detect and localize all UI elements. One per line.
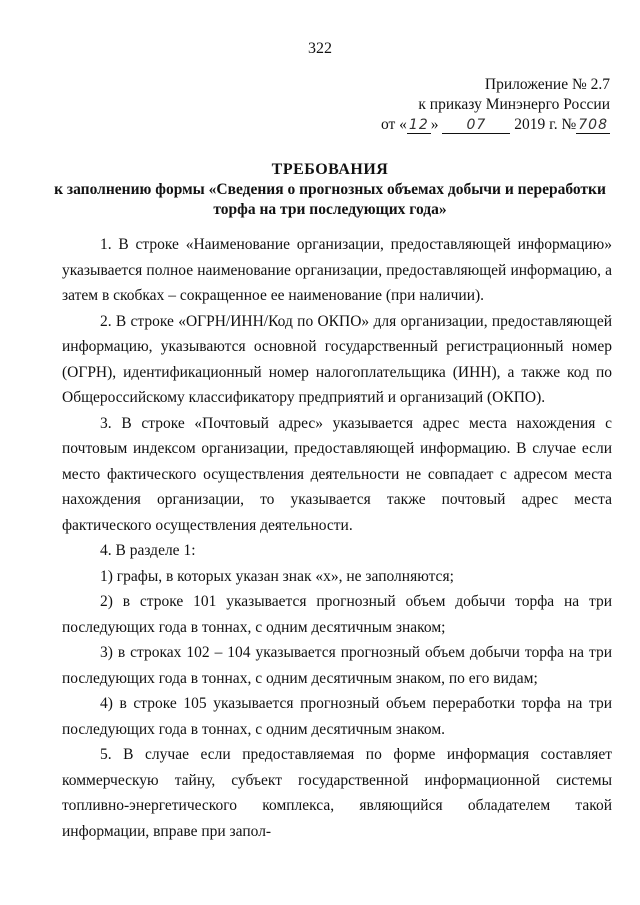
paragraph-4-item-1: 1) графы, в которых указан знак «х», не заполняются; — [100, 567, 454, 585]
paragraph-2: 2. В строке «ОГРН/ИНН/Код по ОКПО» для организации, предоставляющей информацию, указываются основной государственный регистрационный номер (ОГРН), идентификационный номер налогоплательщика (ИНН), а также код по Общероссийскому классификатору предприятий и организаций (ОКПО). — [62, 312, 612, 406]
title-heading: ТРЕБОВАНИЯ — [271, 161, 389, 178]
appendix-order-ref: к приказу Минэнерго России — [418, 96, 610, 113]
title-subtitle-line1: к заполнению формы «Сведения о прогнозных объемах добычи и переработки — [54, 181, 606, 198]
page-number: 322 — [308, 40, 332, 57]
handwritten-order-number: 708 — [578, 117, 608, 133]
paragraph-4-item-2: 2) в строке 101 указывается прогнозный объем добычи торфа на три последующих года в тоннах, с одним десятичным знаком; — [62, 593, 612, 636]
paragraph-4-item-3: 3) в строках 102 – 104 указывается прогнозный объем добычи торфа на три последующих года в тоннах, с одним десятичным знаком, по его видам; — [62, 644, 612, 687]
document-title — [40, 160, 620, 220]
paragraph-5: 5. В случае если предоставляемая по форме информация составляет коммерческую тайну, субъект государственной информационной системы топливно-энергетического комплекса, являющийся обладателем такой информации, вправе при запол- — [62, 746, 612, 840]
paragraph-4: 4. В разделе 1: — [100, 542, 196, 559]
appendix-date-line — [381, 115, 610, 135]
date-prefix: от « — [380, 116, 407, 133]
paragraph-3: 3. В строке «Почтовый адрес» указывается адрес места нахождения с почтовым индексом организации, предоставляющей информацию. В случае если место фактического осуществления деятельности не совпадает с адресом места нахождения организации, то указывается также почтовый адрес места фактического осуществления деятельности. — [62, 414, 612, 534]
title-subtitle-line2: торфа на три последующих года» — [213, 201, 447, 218]
paragraph-4-item-4: 4) в строке 105 указывается прогнозный объем переработки торфа на три последующих года в тоннах, с одним десятичным знаком. — [62, 695, 612, 738]
document-body — [62, 232, 612, 844]
date-year: 2019 г. № — [514, 116, 577, 133]
handwritten-month: 07 — [442, 117, 510, 134]
paragraph-1: 1. В строке «Наименование организации, предоставляющей информацию» указывается полное наименование организации, предоставляющей информацию, а затем в скобках – сокращенное ее наименование (при наличии). — [62, 236, 612, 304]
appendix-header — [381, 75, 610, 135]
handwritten-day: 12 — [408, 117, 429, 133]
date-mid: » — [430, 116, 439, 133]
appendix-title: Приложение № 2.7 — [484, 76, 610, 93]
